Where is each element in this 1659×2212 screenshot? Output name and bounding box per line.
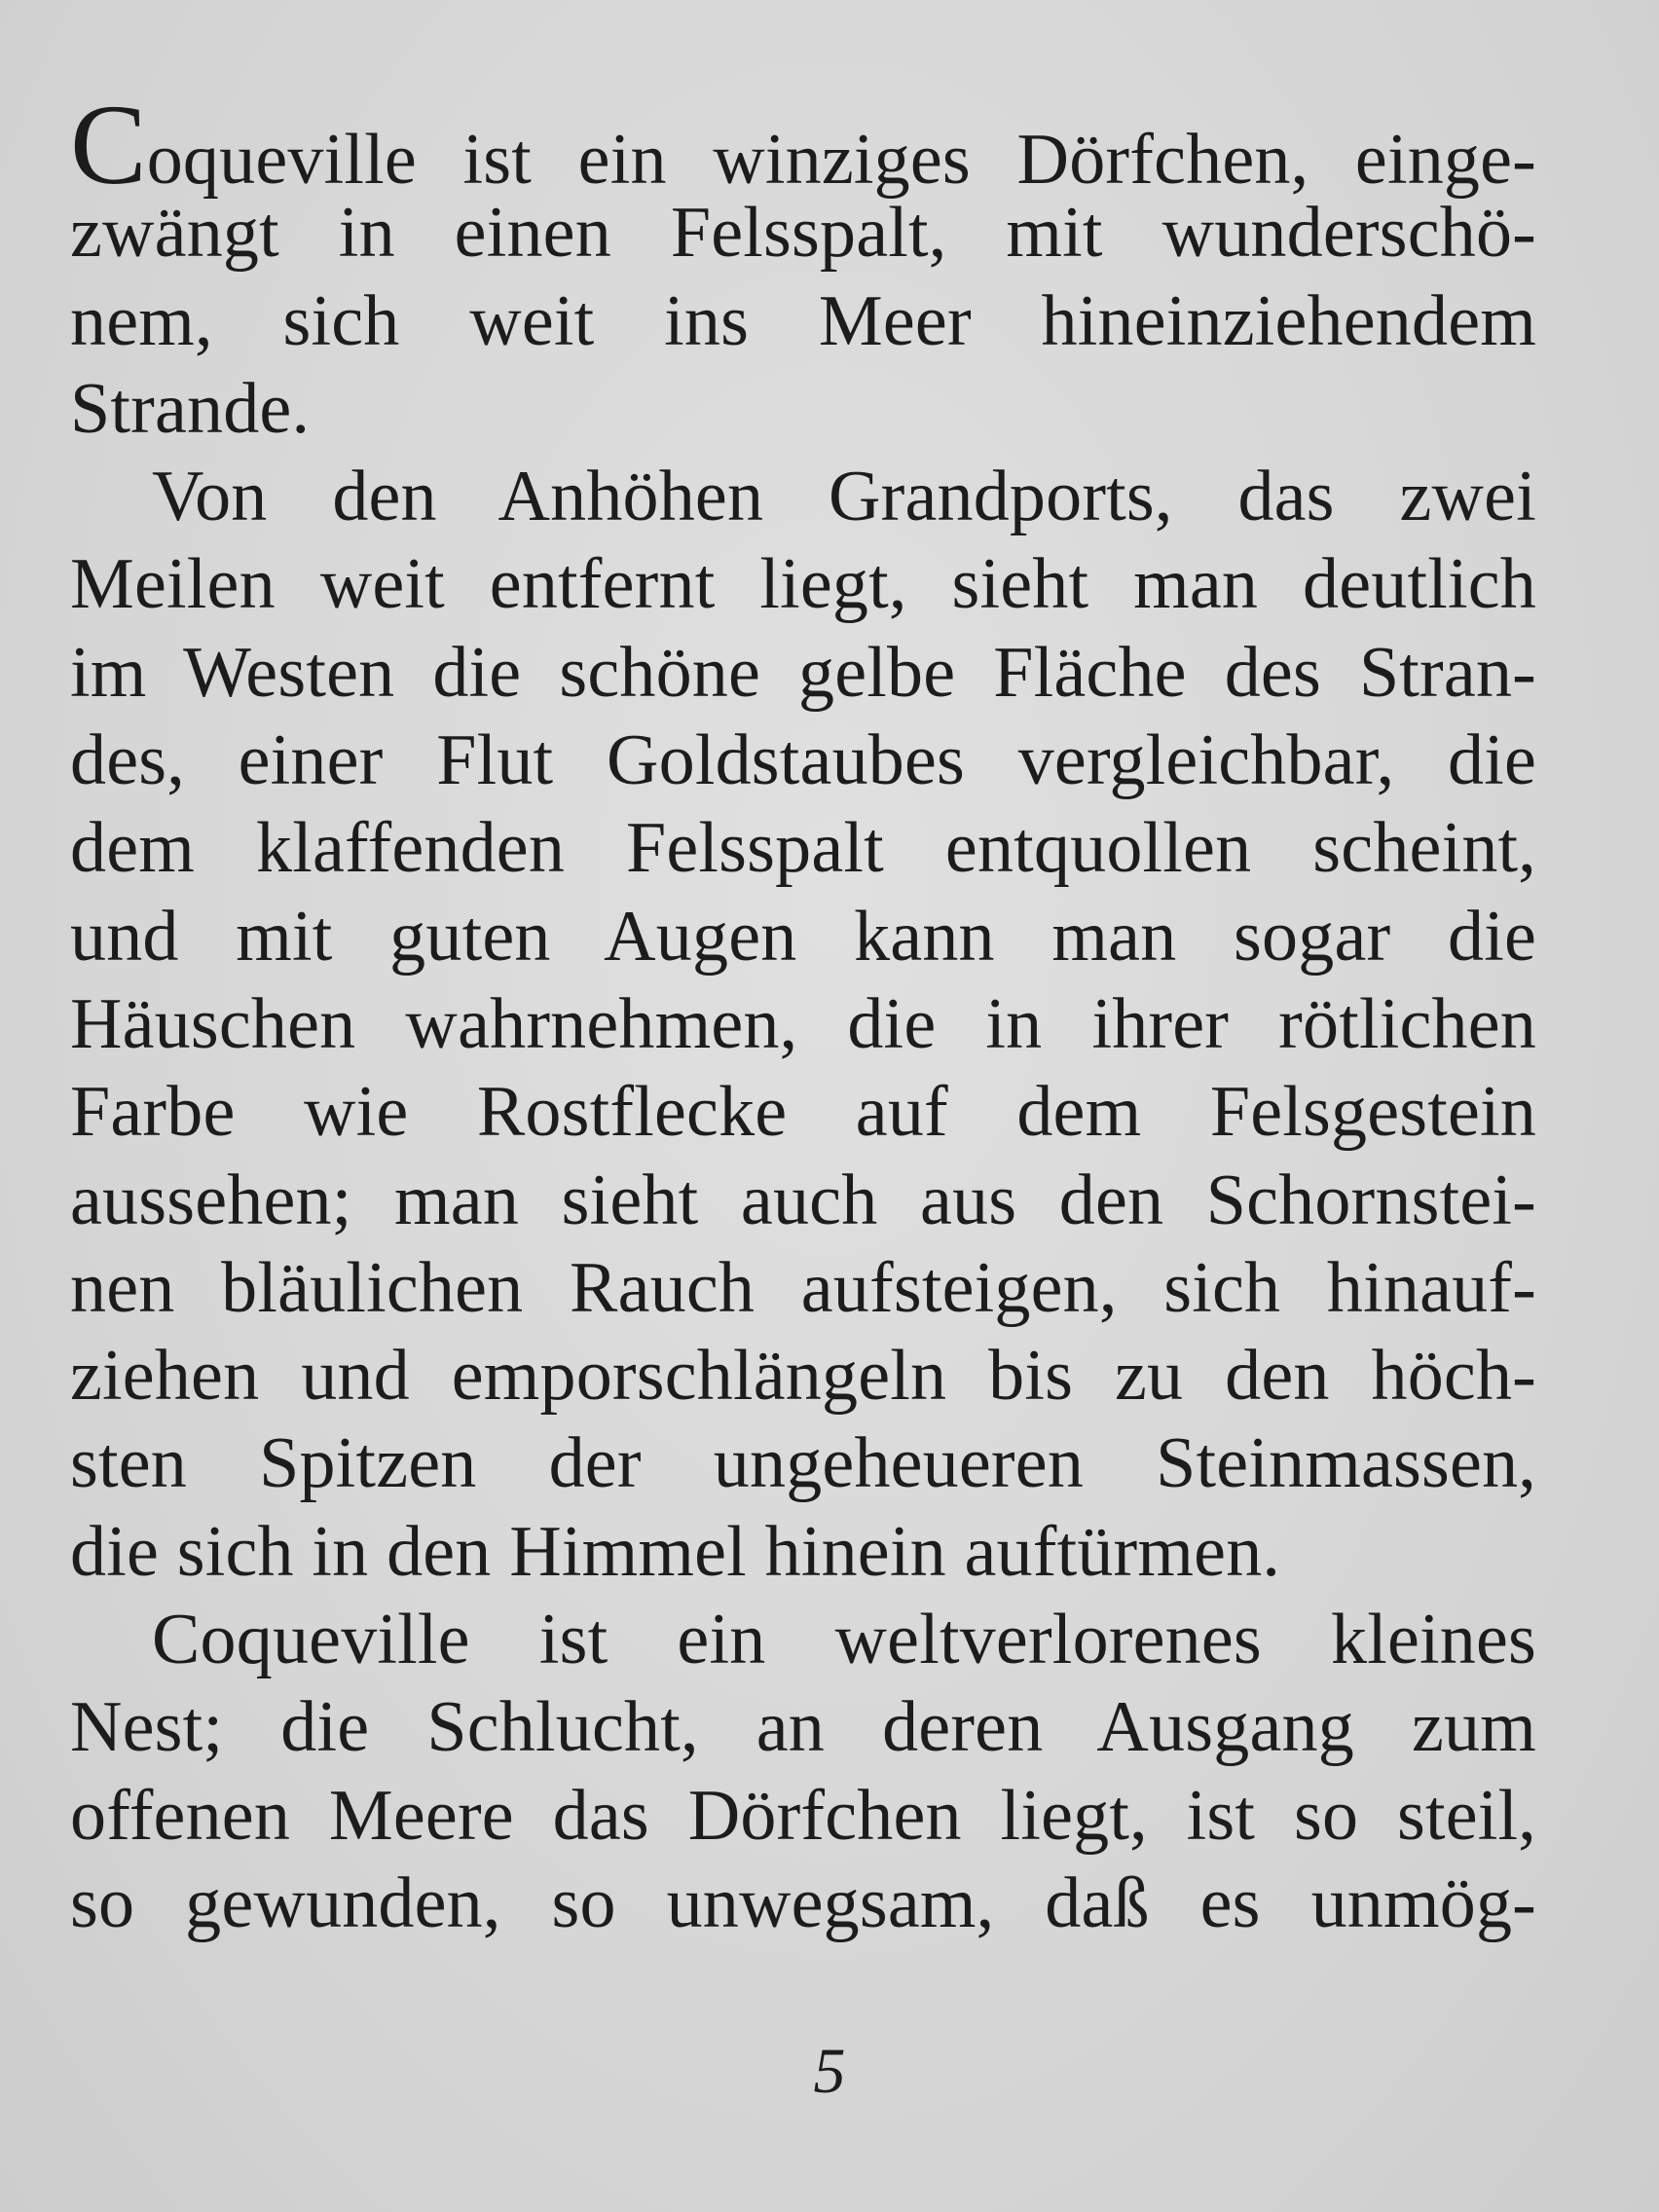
paragraph-2 bbox=[70, 453, 1536, 1596]
text-line: Coqueville ist ein winziges Dörfchen, einge- bbox=[70, 81, 1536, 208]
text-line: des, einer Flut Goldstaubes vergleichbar, die bbox=[70, 720, 1536, 801]
text-line: Nest; die Schlucht, an deren Ausgang zum bbox=[70, 1687, 1536, 1768]
text-line: zwängt in einen Felsspalt, mit wunderschö- bbox=[70, 193, 1536, 274]
text-line: Von den Anhöhen Grandports, das zwei bbox=[152, 457, 1536, 537]
text-line: sten Spitzen der ungeheueren Steinmassen, bbox=[70, 1423, 1536, 1504]
text-line: Meilen weit entfernt liegt, sieht man deutlich bbox=[70, 544, 1536, 625]
text-line: nen bläulichen Rauch aufsteigen, sich hinauf- bbox=[70, 1247, 1536, 1328]
text-line: dem klaffenden Felsspalt entquollen scheint, bbox=[70, 808, 1536, 889]
text-line: Farbe wie Rostflecke auf dem Felsgestein bbox=[70, 1072, 1536, 1153]
body-text bbox=[70, 81, 1536, 1947]
text-line: so gewunden, so unwegsam, daß es unmög- bbox=[70, 1862, 1536, 1943]
text-line: aussehen; man sieht auch aus den Schornstei- bbox=[70, 1160, 1536, 1240]
text-line: offenen Meere das Dörfchen liegt, ist so steil, bbox=[70, 1775, 1536, 1856]
paragraph-3 bbox=[70, 1596, 1536, 1947]
text-line: Strande. bbox=[70, 368, 311, 449]
text-line: Häuschen wahrnehmen, die in ihrer rötlichen bbox=[70, 983, 1536, 1064]
drop-cap: C bbox=[70, 81, 147, 208]
page-number: 5 bbox=[813, 2036, 846, 2107]
text-line: die sich in den Himmel hinein auftürmen. bbox=[70, 1511, 1281, 1592]
text-line: ziehen und emporschlängeln bis zu den höch- bbox=[70, 1336, 1536, 1417]
text-line: im Westen die schöne gelbe Fläche des Stran- bbox=[70, 632, 1536, 713]
paragraph-1 bbox=[70, 81, 1536, 453]
text-line: und mit guten Augen kann man sogar die bbox=[70, 896, 1536, 977]
text-line: nem, sich weit ins Meer hineinziehendem bbox=[70, 280, 1536, 361]
text-line: Coqueville ist ein weltverlorenes kleines bbox=[152, 1600, 1536, 1680]
